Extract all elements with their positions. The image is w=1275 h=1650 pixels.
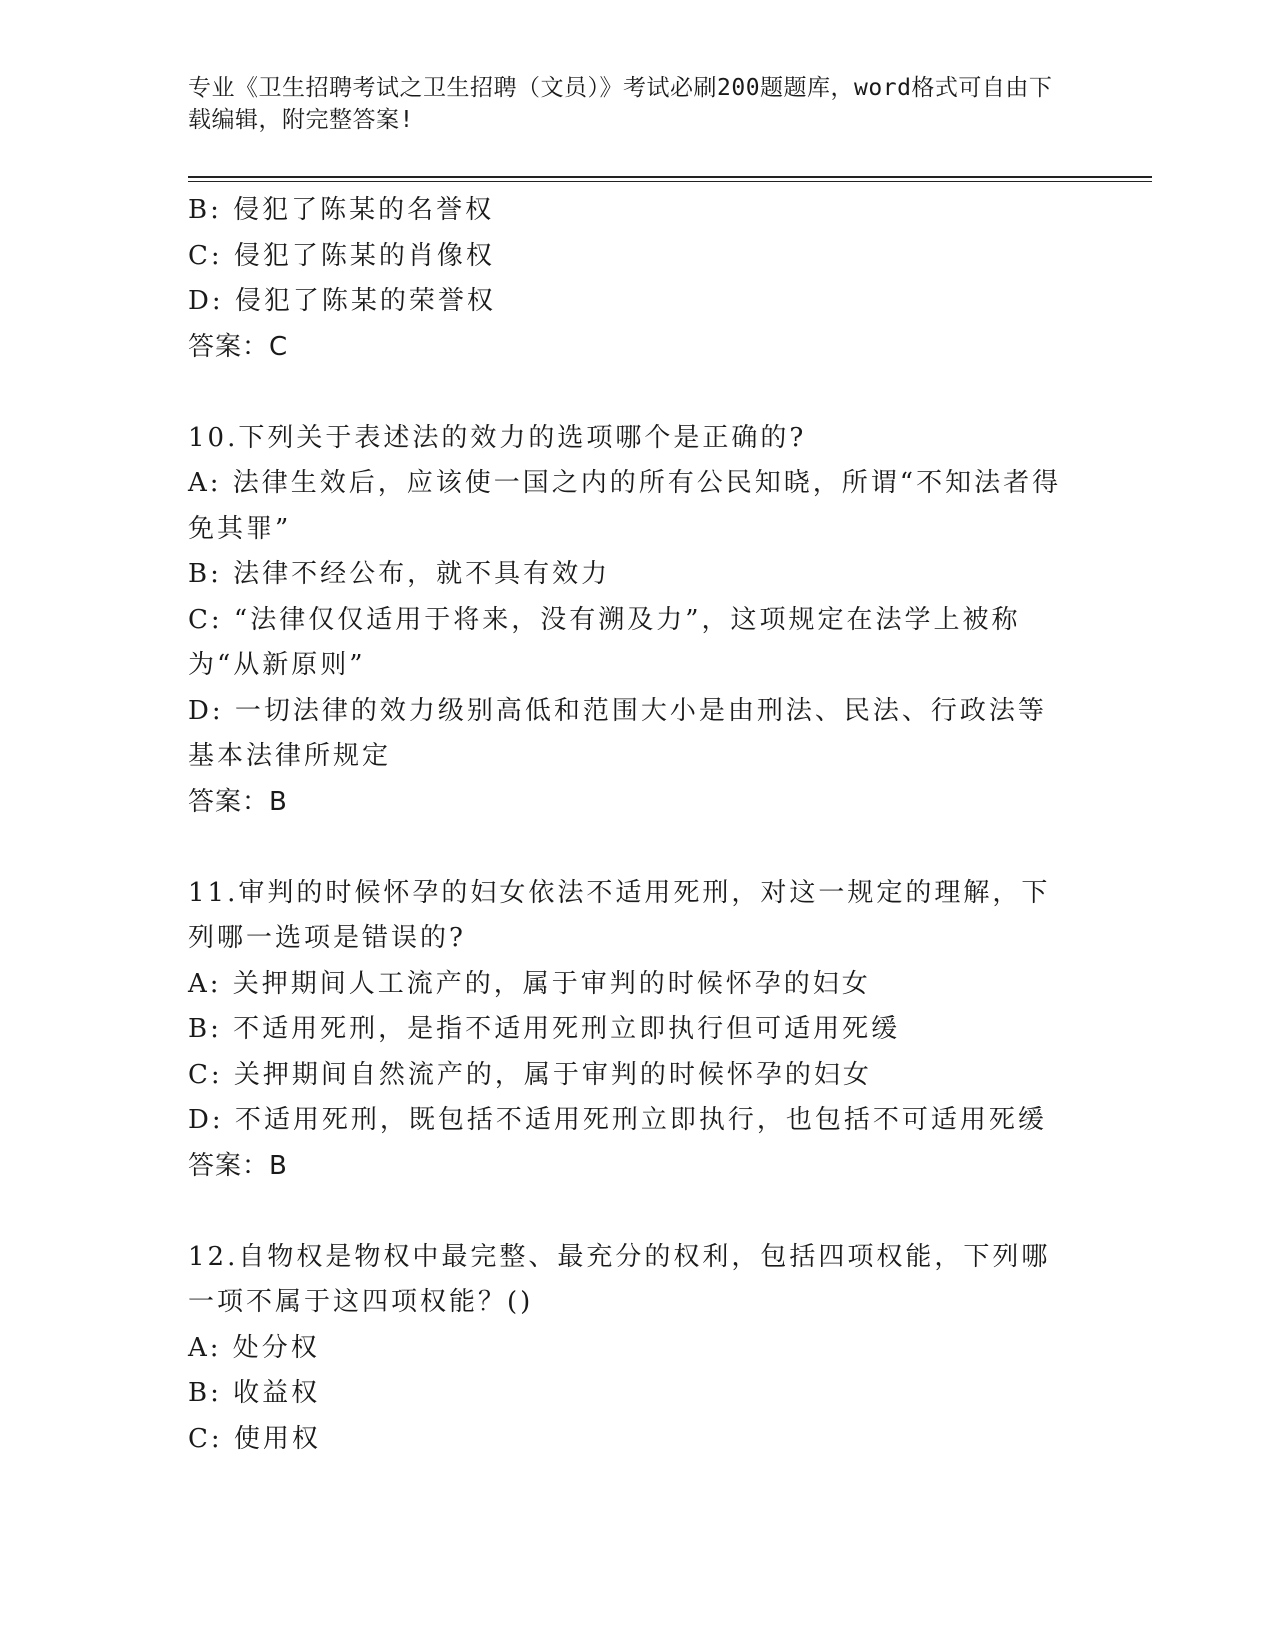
question-text: 12.自物权是物权中最完整、最充分的权利，包括四项权能，下列哪一项不属于这四项权能？() bbox=[188, 1241, 1051, 1317]
answer: 答案：B bbox=[188, 1150, 288, 1181]
document-header: 专业《卫生招聘考试之卫生招聘（文员）》考试必刷200题题库，word格式可自由下载编辑，附完整答案! bbox=[188, 75, 1053, 133]
spacer bbox=[188, 825, 1068, 871]
question-list bbox=[188, 188, 1068, 1462]
header-divider bbox=[188, 176, 1152, 178]
option-a: A: 关押期间人工流产的，属于审判的时候怀孕的妇女 bbox=[188, 968, 871, 999]
spacer bbox=[188, 370, 1068, 416]
spacer bbox=[188, 1189, 1068, 1235]
option-d: D: 侵犯了陈某的荣誉权 bbox=[188, 286, 496, 316]
option-b: B: 不适用死刑，是指不适用死刑立即执行但可适用死缓 bbox=[188, 1014, 901, 1044]
option-c: C: 使用权 bbox=[188, 1423, 321, 1454]
question-text: 10.下列关于表述法的效力的选项哪个是正确的? bbox=[188, 422, 807, 453]
option-b: B: 法律不经公布，就不具有效力 bbox=[188, 559, 611, 589]
option-d: D: 不适用死刑，既包括不适用死刑立即执行，也包括不可适用死缓 bbox=[188, 1105, 1047, 1135]
answer: 答案：C bbox=[188, 331, 289, 362]
question-block bbox=[188, 871, 1068, 1190]
option-a: A: 处分权 bbox=[188, 1332, 320, 1363]
question-block bbox=[188, 188, 1068, 370]
question-block bbox=[188, 416, 1068, 826]
question-block bbox=[188, 1235, 1068, 1463]
option-c: C: 关押期间自然流产的，属于审判的时候怀孕的妇女 bbox=[188, 1059, 872, 1090]
option-d: D: 一切法律的效力级别高低和范围大小是由刑法、民法、行政法等基本法律所规定 bbox=[188, 695, 1047, 771]
option-b: B: 收益权 bbox=[188, 1378, 321, 1408]
option-c: C: 侵犯了陈某的肖像权 bbox=[188, 240, 495, 271]
option-b: B: 侵犯了陈某的名誉权 bbox=[188, 195, 495, 225]
header-divider-thin bbox=[188, 181, 1152, 182]
option-a: A: 法律生效后，应该使一国之内的所有公民知晓，所谓“不知法者得免其罪” bbox=[188, 468, 1062, 544]
option-c: C: “法律仅仅适用于将来，没有溯及力”，这项规定在法学上被称为“从新原则” bbox=[188, 604, 1021, 680]
question-text: 11.审判的时候怀孕的妇女依法不适用死刑，对这一规定的理解，下列哪一选项是错误的? bbox=[188, 877, 1051, 953]
answer: 答案：B bbox=[188, 786, 288, 817]
